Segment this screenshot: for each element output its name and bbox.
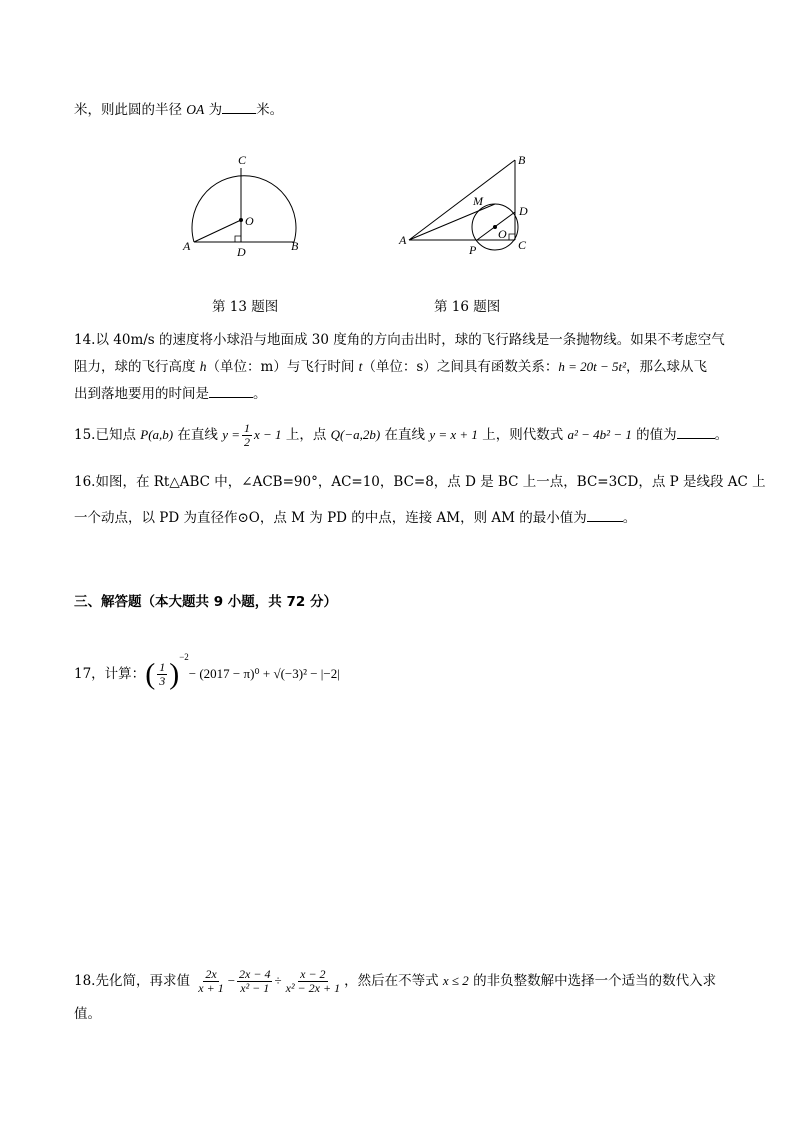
q14-text-end: 。	[253, 386, 267, 402]
q14-line2	[74, 357, 707, 377]
fig13-label-b: B	[291, 239, 299, 253]
q18-f3-den: x² − 2x + 1	[285, 981, 341, 995]
fig16-label-p: P	[469, 243, 477, 257]
q18-f2-den: x² − 1	[240, 981, 270, 995]
q14-answer-blank	[209, 385, 253, 398]
q18-text-b: ，然后在不等式	[344, 973, 443, 989]
q18-fraction-2	[237, 968, 272, 995]
figure-13	[175, 150, 315, 260]
q15-text-c: 上，点	[281, 427, 331, 443]
fig13-label-d: D	[237, 245, 246, 259]
q15-line1-left: y =	[222, 427, 241, 442]
q18-op-minus: −	[227, 973, 236, 988]
q15-line2-eq: y = x + 1	[429, 427, 478, 442]
q15-text-b: 在直线	[173, 427, 223, 443]
figure-16	[395, 150, 545, 260]
q17-frac-num: 1	[159, 660, 166, 674]
q15-answer-blank	[677, 426, 715, 439]
q15-expression: a² − 4b² − 1	[567, 427, 632, 442]
q14-line1: 14.以 40m/s 的速度将小球沿与地面成 30 度角的方向击出时，球的飞行路线是一条抛物线。如果不考虑空气	[74, 332, 725, 348]
q14-formula: h = 20t − 5t²	[558, 359, 627, 374]
q15-line	[74, 422, 728, 449]
q17-expression: − (2017 − π)⁰ + √(−3)² − |−2|	[188, 666, 340, 681]
q18-f2-num: 2x − 4	[239, 967, 271, 981]
fig16-label-m: M	[473, 194, 483, 208]
fig13-center-dot	[239, 218, 243, 222]
fig13-arc	[192, 176, 296, 242]
q13-text-end: 米。	[256, 102, 284, 118]
fig16-label-b: B	[518, 153, 526, 167]
q15-text-e: 上，则代数式	[477, 427, 568, 443]
q17-fraction	[157, 661, 167, 688]
q16-text: 一个动点，以 PD 为直径作⊙O，点 M 为 PD 的中点，连接 AM，则 AM 的最小值为	[74, 510, 587, 526]
q18-fraction-3	[284, 968, 342, 995]
q14-var-h: h	[199, 359, 207, 374]
q17-label: 17，计算：	[74, 666, 146, 682]
q17-frac-den: 3	[159, 674, 166, 688]
q18-line1	[74, 966, 716, 996]
q14-text-d: ，那么球从飞	[626, 359, 708, 375]
q14-text-line3: 出到落地要用的时间是	[74, 386, 209, 402]
fig13-label-o: O	[245, 214, 254, 228]
q14-var-t: t	[358, 359, 363, 374]
q17-exponent: −2	[179, 652, 189, 662]
q18-f1-num: 2x	[205, 967, 217, 981]
q18-f3-num: x − 2	[300, 967, 326, 981]
q15-point-q: Q(−a,2b)	[330, 427, 381, 442]
q16-text-end: 。	[622, 510, 637, 526]
q16-line2	[74, 508, 636, 528]
q16-answer-blank	[587, 509, 623, 522]
q14-text-b: （单位：m）与飞行时间	[206, 359, 359, 375]
fig16-segment-am	[409, 204, 495, 240]
q18-line2: 值。	[74, 1006, 101, 1022]
q15-text-a: 15.已知点	[74, 427, 141, 443]
q17-line	[74, 640, 340, 691]
figure16-caption: 第 16 题图	[434, 299, 501, 315]
q18-f1-den: x + 1	[198, 981, 224, 995]
section-3-heading: 三、解答题（本大题共 9 小题，共 72 分）	[74, 594, 337, 610]
q14-text-a: 阻力，球的飞行高度	[74, 359, 200, 375]
q14-line3	[74, 384, 267, 404]
q15-fraction	[242, 422, 252, 449]
fig16-label-d: D	[519, 204, 528, 218]
q15-point-p: P(a,b)	[140, 427, 174, 442]
fig16-center-dot	[493, 225, 497, 229]
q13-tail	[74, 100, 283, 120]
fig16-label-c: C	[518, 238, 527, 252]
fig13-label-c: C	[238, 153, 247, 167]
q13-answer-blank	[222, 101, 256, 114]
q16-line1: 16.如图，在 Rt△ABC 中，∠ACB=90°，AC=10，BC=8，点 D 是 BC 上一点，BC=3CD，点 P 是线段 AC 上	[74, 474, 766, 490]
q14-text-c: （单位：s）之间具有函数关系：	[362, 359, 559, 375]
q18-text-a: 18.先化简，再求值	[74, 973, 195, 989]
q18-text-c: 的非负整数解中选择一个适当的数代入求	[468, 973, 717, 989]
fig13-right-angle	[235, 236, 241, 242]
q17-paren-open: (	[145, 657, 156, 691]
figure13-caption: 第 13 题图	[212, 299, 279, 315]
q18-inequality: x ≤ 2	[442, 973, 469, 988]
q13-oa: OA	[186, 102, 205, 117]
q18-op-divide: ÷	[274, 973, 282, 988]
q15-line1-right: x − 1	[254, 427, 282, 442]
fig16-label-o: O	[498, 227, 507, 241]
q13-text: 米，则此圆的半径	[74, 102, 187, 118]
q13-text-2: 为	[204, 102, 223, 118]
fig13-segment-ao	[194, 220, 241, 242]
q15-frac-num: 1	[244, 421, 251, 435]
fig13-label-a: A	[183, 239, 191, 253]
q18-fraction-1	[196, 968, 225, 995]
q17-paren-close: )	[169, 657, 180, 691]
q15-text-end: 。	[714, 427, 729, 443]
q15-frac-den: 2	[244, 435, 251, 449]
fig16-label-a: A	[399, 233, 407, 247]
q15-text-f: 的值为	[631, 427, 677, 443]
q15-text-d: 在直线	[380, 427, 430, 443]
